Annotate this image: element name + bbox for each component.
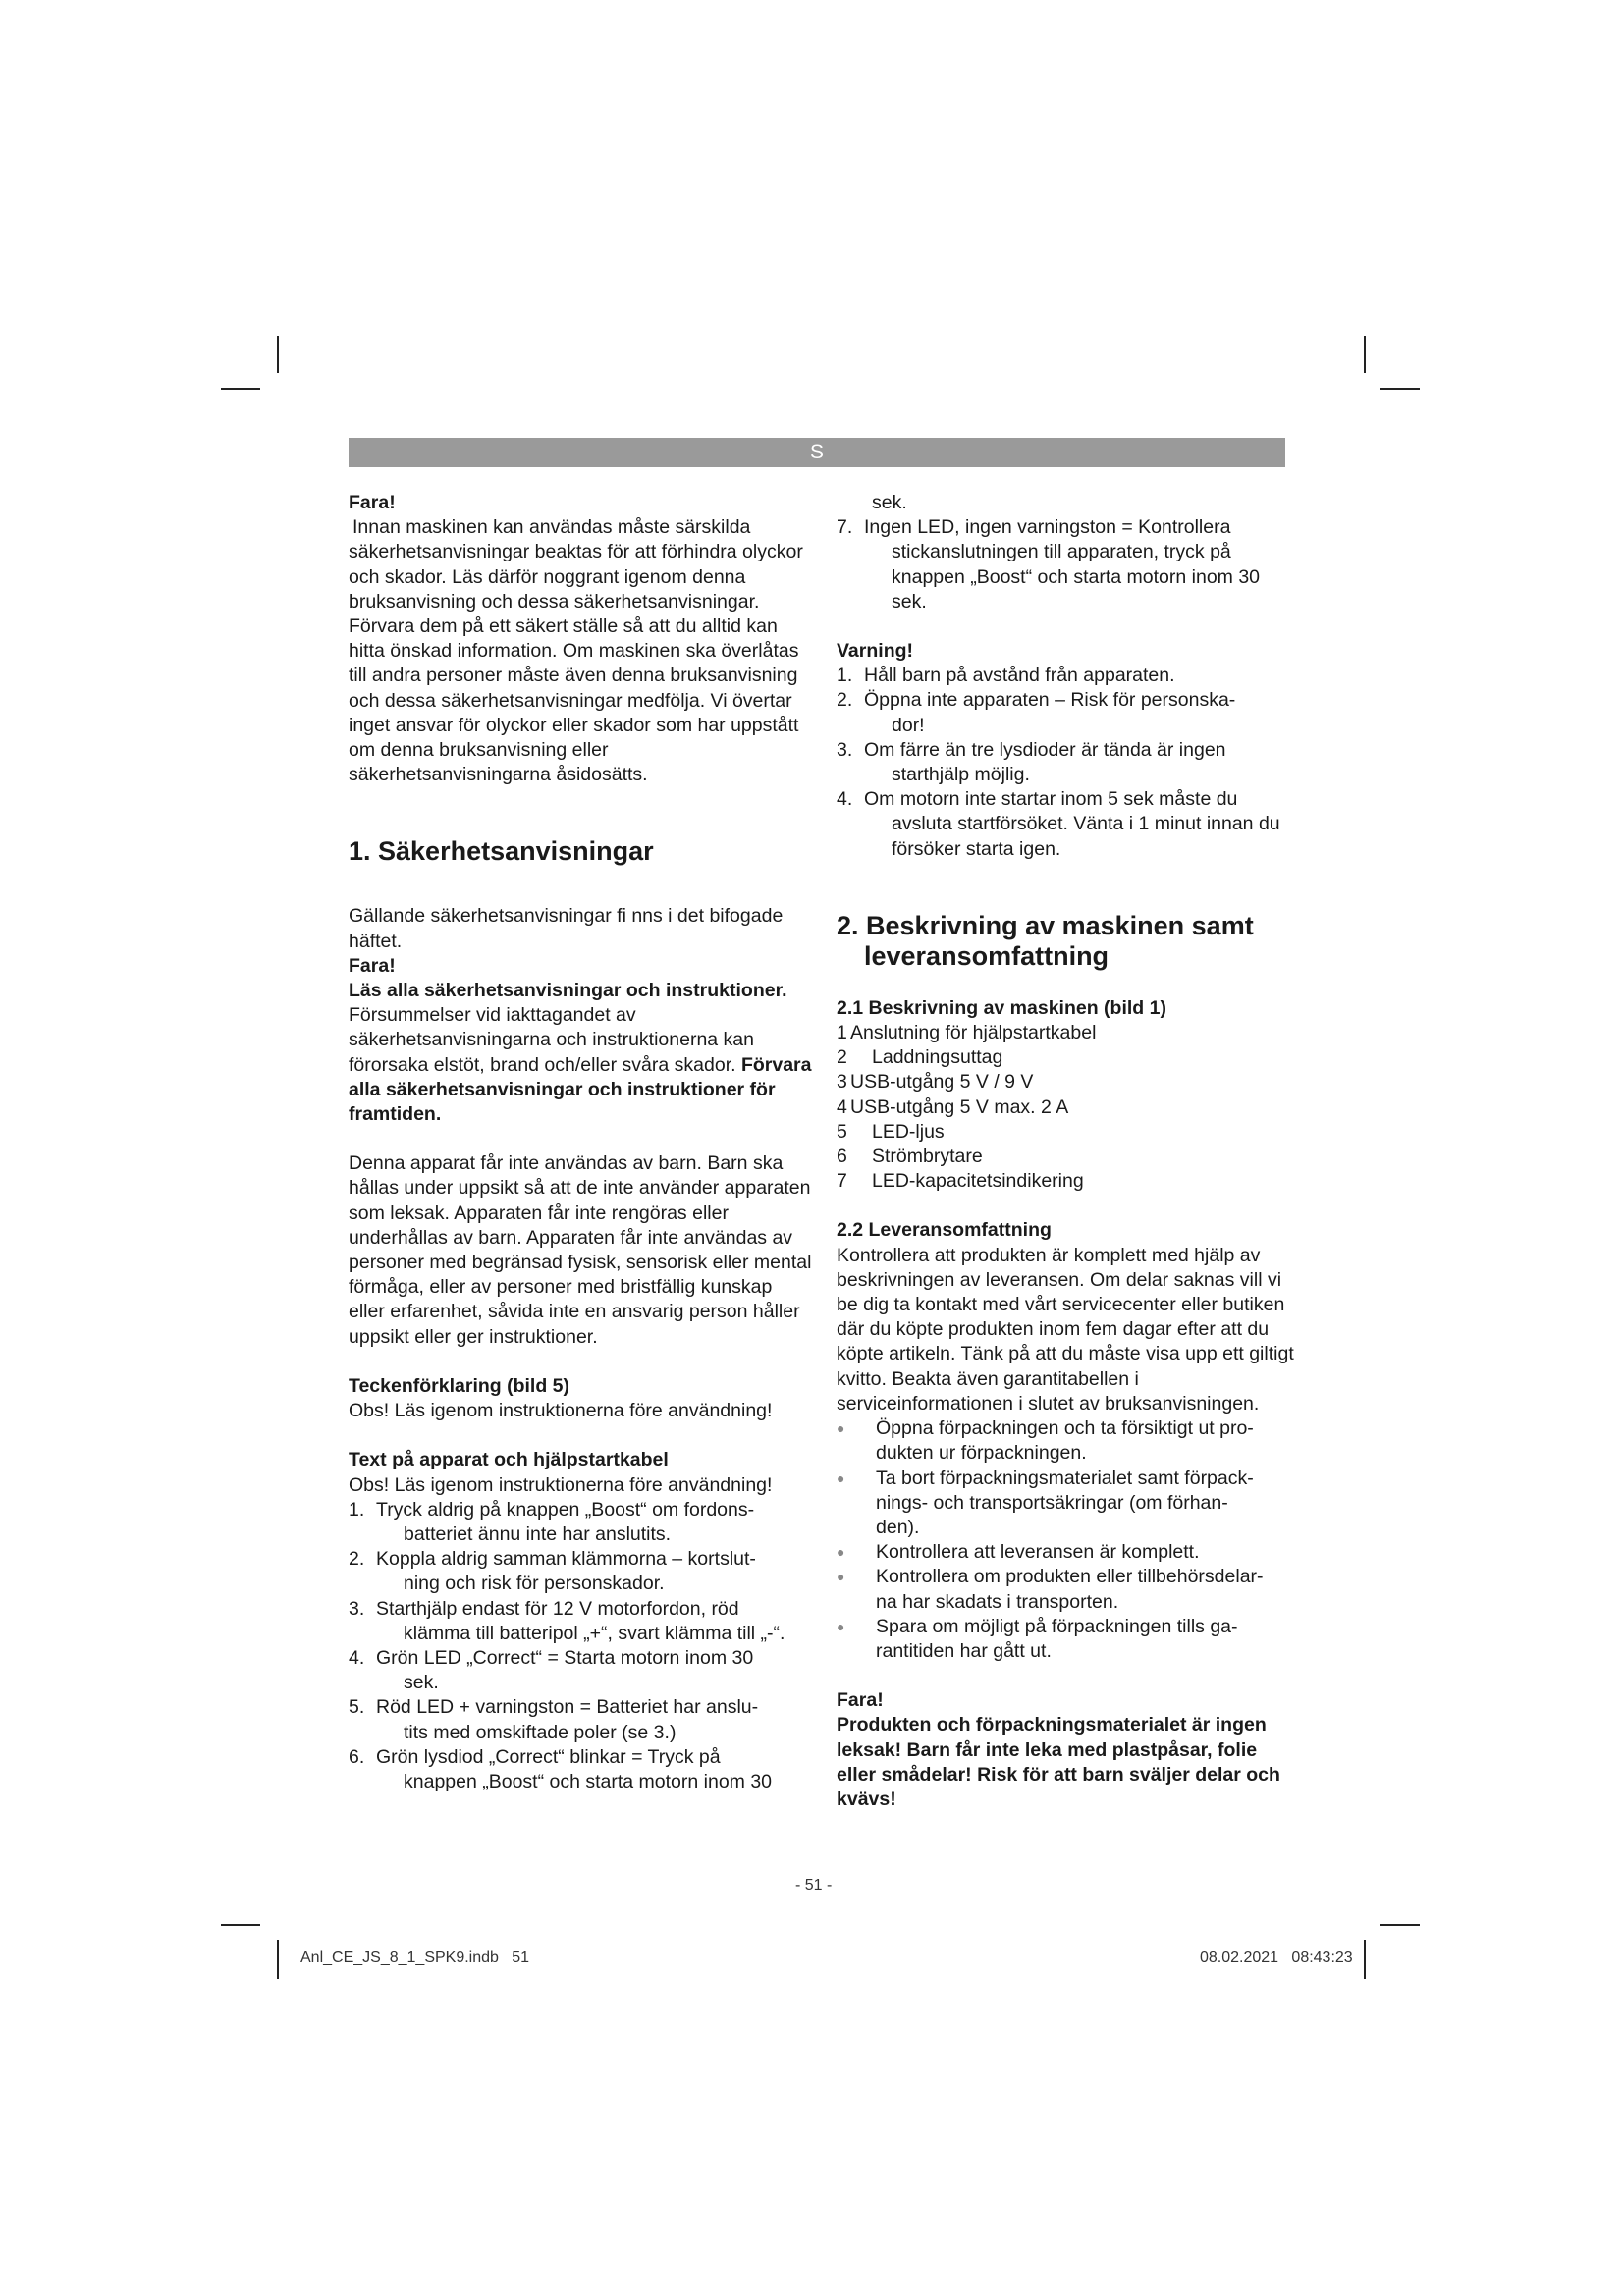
list-item — [349, 1695, 812, 1744]
device-text-heading: Text på apparat och hjälpstartkabel — [349, 1449, 669, 1471]
danger-bold-2: Förvara alla säkerhetsanvisningar och instruktioner för framtiden. — [349, 1053, 812, 1126]
file-info: Anl_CE_JS_8_1_SPK9.indb 51 — [300, 1949, 530, 1966]
part-number: 2 — [837, 1046, 847, 1069]
item-text-cont: dukten ur förpackningen. — [876, 1442, 1087, 1465]
page-number: - 51 - — [795, 1877, 833, 1894]
section-2-title: 2. Beskrivning av maskinen samt — [837, 910, 1254, 940]
item-text-cont: tits med omskiftade poler (se 3.) — [404, 1721, 677, 1743]
list-item — [349, 1745, 812, 1794]
print-datetime: 08.02.2021 08:43:23 — [1200, 1949, 1353, 1966]
list-item — [837, 664, 1300, 688]
item-text: Om motorn inte startar inom 5 sek måste du — [864, 788, 1238, 811]
item-text: Spara om möjligt på förpackningen tills ga- — [876, 1615, 1238, 1637]
delivery-paragraph: Kontrollera att produkten är komplett med hjälp av beskrivningen av leveransen. Om delar saknas vill vi be dig ta kontakt med vårt servicecenter eller butiken där du köpte produkten inom fem dagar efter att du köpte artikeln. Tänk på att du måste visa upp ett giltigt kvitto. Beakta även garantitabellen i serviceinformationen i slutet av bruksanvisningen. — [837, 1244, 1294, 1415]
item-number: 2. — [837, 689, 853, 712]
list-item — [837, 688, 1300, 737]
part-label: LED-ljus — [872, 1120, 945, 1143]
item-text-cont: rantitiden har gått ut. — [876, 1639, 1052, 1662]
list-item — [349, 1597, 812, 1646]
item-text-cont: ning och risk för personskador. — [404, 1573, 665, 1595]
danger-heading: Fara! — [349, 492, 396, 513]
item-number: 4. — [837, 788, 853, 811]
bullet-icon: ● — [837, 1544, 845, 1561]
item-text: Tryck aldrig på knappen „Boost“ om fordons- — [376, 1498, 755, 1521]
list-item — [837, 1120, 1300, 1145]
item-text-cont: knappen „Boost“ och starta motorn inom 30 — [404, 1770, 773, 1792]
item-number: 5. — [349, 1696, 365, 1719]
crop-mark — [1364, 336, 1366, 373]
item-text: Grön lysdiod „Correct“ blinkar = Tryck på — [376, 1745, 721, 1768]
list-item — [349, 1498, 812, 1547]
item-text: Öppna inte apparaten – Risk för personska- — [864, 689, 1236, 712]
list-item — [837, 1145, 1300, 1169]
crop-mark — [221, 1924, 260, 1926]
right-column — [837, 491, 1300, 1812]
item-text-cont: na har skadats i transporten. — [876, 1590, 1119, 1613]
item-number: 2. — [349, 1548, 365, 1571]
subsection-2-2-title: 2.2 Leveransomfattning — [837, 1219, 1052, 1242]
item-6-continuation: sek. — [872, 492, 907, 513]
bullet-icon: ● — [837, 1420, 845, 1437]
language-header-bar: S — [349, 438, 1285, 467]
bullet-icon: ● — [837, 1469, 845, 1486]
item-number: 3. — [837, 738, 853, 761]
item-text-cont: batteriet ännu inte har anslutits. — [404, 1522, 672, 1545]
list-item — [837, 515, 1300, 614]
item-number: 6. — [349, 1745, 365, 1768]
part-number: 7 — [837, 1170, 847, 1193]
item-text-cont: knappen „Boost“ och starta motorn inom 30 — [892, 565, 1261, 588]
item-text: Koppla aldrig samman klämmorna – kortslut- — [376, 1548, 756, 1571]
section-1-title: 1. Säkerhetsanvisningar — [349, 836, 654, 867]
list-item — [837, 1045, 1300, 1070]
item-text: Röd LED + varningston = Batteriet har anslu- — [376, 1696, 759, 1719]
list-item — [837, 1615, 1300, 1664]
item-number: 1. — [837, 665, 853, 687]
item-text: Om färre än tre lysdioder är tända är ingen — [864, 738, 1226, 761]
item-number: 4. — [349, 1646, 365, 1669]
danger-heading-2: Fara! — [349, 954, 396, 977]
list-item — [837, 1467, 1300, 1541]
list-item — [349, 1646, 812, 1695]
item-text-cont: dor! — [892, 714, 925, 736]
danger-paragraph: Innan maskinen kan användas måste särskilda säkerhetsanvisningar beaktas för att förhindra olyckor och skador. Läs därför noggrant igenom denna bruksanvisning och dessa säkerhetsanvisningar. Förvara dem på ett säkert ställe så att du alltid kan hitta önskad information. Om maskinen ska överlåtas till andra personer måste även denna bruksanvisning och dessa säkerhetsanvisningar medfölja. Vi övertar inget ansvar för olyckor eller skador som har uppstått om denna bruksanvisning eller säkerhetsanvisningarna åsidosätts. — [349, 516, 803, 786]
subsection-2-1-title: 2.1 Beskrivning av maskinen (bild 1) — [837, 996, 1166, 1019]
crop-mark — [1380, 1924, 1420, 1926]
crop-mark — [1380, 388, 1420, 390]
danger-bold-1: Läs alla säkerhetsanvisningar och instruktioner. — [349, 980, 787, 1002]
danger-heading-3: Fara! — [837, 1689, 884, 1712]
legend-heading: Teckenförklaring (bild 5) — [349, 1374, 570, 1397]
item-text-cont: nings- och transportsäkringar (om förhan- — [876, 1491, 1228, 1514]
list-item — [837, 1169, 1300, 1194]
list-item — [349, 1547, 812, 1596]
part-number: 5 — [837, 1120, 847, 1143]
parts-list — [837, 1021, 1300, 1194]
list-item — [837, 1565, 1300, 1614]
item-number: 1. — [349, 1498, 365, 1521]
list-item — [837, 1021, 1300, 1045]
list-item — [837, 738, 1300, 787]
item-text-cont: försöker starta igen. — [892, 837, 1061, 860]
left-column — [349, 491, 812, 1794]
device-text-list — [349, 1498, 812, 1794]
device-text-list-cont — [837, 515, 1300, 614]
part-label: LED-kapacitetsindikering — [872, 1170, 1084, 1193]
crop-mark — [277, 336, 279, 373]
item-text-cont: sek. — [404, 1672, 439, 1694]
warning-list — [837, 664, 1300, 862]
part-label: USB-utgång 5 V / 9 V — [850, 1071, 1034, 1094]
list-item — [837, 1540, 1300, 1565]
warning-heading: Varning! — [837, 640, 914, 663]
item-text: Ta bort förpackningsmaterialet samt förpack- — [876, 1467, 1254, 1489]
device-text-intro: Obs! Läs igenom instruktionerna före användning! — [349, 1473, 773, 1496]
item-text: Öppna förpackningen och ta försiktigt ut pro- — [876, 1417, 1254, 1440]
item-text: Kontrollera att leveransen är komplett. — [876, 1541, 1200, 1564]
children-paragraph: Denna apparat får inte användas av barn. Barn ska hållas under uppsikt så att de inte använder apparaten som leksak. Apparaten får inte rengöras eller underhållas av barn. Apparaten får inte användas av personer med begränsad fysisk, sensorisk eller mental förmåga, eller av personer med bristfällig kunskap eller erfarenhet, såvida inte en ansvarig person håller uppsikt eller ger instruktioner. — [349, 1152, 812, 1348]
item-text-cont: klämma till batteripol „+“, svart klämma till „-“. — [404, 1622, 785, 1644]
danger-paragraph-2 — [349, 979, 812, 1127]
item-number: 3. — [349, 1597, 365, 1620]
item-text-cont: avsluta startförsöket. Vänta i 1 minut innan du — [892, 813, 1280, 835]
part-label: Strömbrytare — [872, 1146, 983, 1168]
part-label: USB-utgång 5 V max. 2 A — [850, 1095, 1069, 1118]
danger-text: Försummelser vid iakttagandet av säkerhetsanvisningarna och instruktionerna kan förorsaka elstöt, brand och/eller svåra skador. — [349, 1004, 754, 1076]
item-text: Ingen LED, ingen varningston = Kontrollera — [864, 516, 1231, 539]
bullet-icon: ● — [837, 1569, 845, 1585]
part-label: Anslutning för hjälpstartkabel — [850, 1022, 1097, 1044]
bullet-icon: ● — [837, 1618, 845, 1634]
list-item — [837, 1416, 1300, 1466]
item-text-cont: stickanslutningen till apparaten, tryck på — [892, 541, 1231, 563]
crop-mark — [1364, 1940, 1366, 1979]
section-1-intro: Gällande säkerhetsanvisningar fi nns i det bifogade häftet. — [349, 905, 784, 952]
item-text-cont: den). — [876, 1516, 920, 1538]
item-text: Håll barn på avstånd från apparaten. — [864, 665, 1175, 687]
list-item — [837, 1070, 1300, 1095]
danger-paragraph-3: Produkten och förpackningsmaterialet är ingen leksak! Barn får inte leka med plastpåsar, folie eller smådelar! Risk för att barn sväljer delar och kvävs! — [837, 1714, 1280, 1810]
item-text: Starthjälp endast för 12 V motorfordon, röd — [376, 1597, 739, 1620]
item-text-cont: starthjälp möjlig. — [892, 764, 1030, 786]
part-number: 6 — [837, 1146, 847, 1168]
item-text: Kontrollera om produkten eller tillbehörsdelar- — [876, 1566, 1264, 1588]
list-item — [837, 787, 1300, 862]
part-number: 4 — [837, 1095, 847, 1118]
item-text-cont: sek. — [892, 590, 927, 613]
legend-text: Obs! Läs igenom instruktionerna före användning! — [349, 1400, 773, 1422]
crop-mark — [277, 1940, 279, 1979]
delivery-bullets — [837, 1416, 1300, 1664]
section-2-title-cont: leveransomfattning — [864, 940, 1110, 971]
list-item — [837, 1095, 1300, 1120]
part-number: 1 — [837, 1022, 847, 1044]
crop-mark — [221, 388, 260, 390]
part-number: 3 — [837, 1071, 847, 1094]
part-label: Laddningsuttag — [872, 1046, 1003, 1069]
item-text: Grön LED „Correct“ = Starta motorn inom 30 — [376, 1646, 754, 1669]
item-number: 7. — [837, 516, 853, 539]
